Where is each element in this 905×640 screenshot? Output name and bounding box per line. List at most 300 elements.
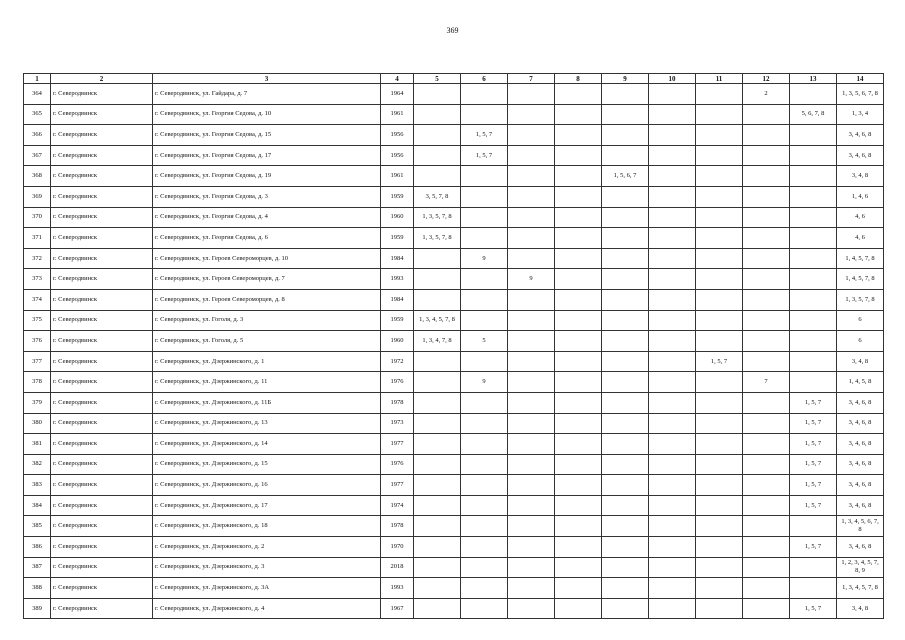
col8-cell — [555, 228, 602, 249]
col7-cell — [508, 351, 555, 372]
year-cell: 1976 — [381, 454, 414, 475]
col8-cell — [555, 84, 602, 105]
col5-cell — [414, 269, 461, 290]
col6-cell — [461, 166, 508, 187]
year-cell: 1976 — [381, 372, 414, 393]
col12-cell: 7 — [743, 372, 790, 393]
col12-cell — [743, 537, 790, 558]
col7-cell — [508, 84, 555, 105]
col11-cell — [696, 331, 743, 352]
table-row — [24, 434, 884, 455]
col8-cell — [555, 557, 602, 578]
locality-cell: г. Северодвинск — [51, 248, 153, 269]
col9-cell — [602, 475, 649, 496]
col12-cell — [743, 207, 790, 228]
table-row — [24, 269, 884, 290]
address-cell: г. Северодвинск, ул. Дзержинского, д. 16 — [153, 475, 381, 496]
col9-cell — [602, 598, 649, 619]
address-cell: г. Северодвинск, ул. Георгия Седова, д. 15 — [153, 125, 381, 146]
col9-cell — [602, 372, 649, 393]
col13-cell: 1, 5, 7 — [790, 413, 837, 434]
col10-cell — [649, 434, 696, 455]
col9-cell — [602, 207, 649, 228]
col10-cell — [649, 413, 696, 434]
col6-cell — [461, 310, 508, 331]
col14-cell: 3, 4, 6, 8 — [837, 495, 884, 516]
col10-cell — [649, 598, 696, 619]
col6-cell — [461, 269, 508, 290]
col13-cell: 1, 5, 7 — [790, 454, 837, 475]
col5-cell: 1, 3, 5, 7, 8 — [414, 207, 461, 228]
col14-cell: 3, 4, 6, 8 — [837, 475, 884, 496]
header-row — [24, 74, 884, 84]
year-cell: 1964 — [381, 84, 414, 105]
col11-cell — [696, 84, 743, 105]
table-row — [24, 207, 884, 228]
col7-cell: 9 — [508, 269, 555, 290]
row-number-cell: 379 — [24, 392, 51, 413]
col6-cell — [461, 434, 508, 455]
col10-cell — [649, 454, 696, 475]
col8-cell — [555, 372, 602, 393]
col13-cell — [790, 145, 837, 166]
col10-cell — [649, 248, 696, 269]
locality-cell: г. Северодвинск — [51, 557, 153, 578]
col6-cell: 9 — [461, 248, 508, 269]
locality-cell: г. Северодвинск — [51, 84, 153, 105]
col5-cell — [414, 145, 461, 166]
col5-cell: 3, 5, 7, 8 — [414, 186, 461, 207]
col7-cell — [508, 516, 555, 537]
col12-cell — [743, 269, 790, 290]
col11-cell — [696, 454, 743, 475]
col5-cell — [414, 372, 461, 393]
col5-cell: 1, 3, 4, 5, 7, 8 — [414, 310, 461, 331]
table-row — [24, 372, 884, 393]
col14-cell: 1, 4, 5, 8 — [837, 372, 884, 393]
column-header-14: 14 — [837, 74, 884, 84]
locality-cell: г. Северодвинск — [51, 269, 153, 290]
col13-cell — [790, 310, 837, 331]
col7-cell — [508, 207, 555, 228]
col12-cell — [743, 310, 790, 331]
row-number-cell: 389 — [24, 598, 51, 619]
col13-cell — [790, 166, 837, 187]
col11-cell — [696, 413, 743, 434]
locality-cell: г. Северодвинск — [51, 454, 153, 475]
col10-cell — [649, 166, 696, 187]
col7-cell — [508, 228, 555, 249]
col9-cell — [602, 228, 649, 249]
address-cell: г. Северодвинск, ул. Георгия Седова, д. 6 — [153, 228, 381, 249]
address-cell: г. Северодвинск, ул. Дзержинского, д. 14 — [153, 434, 381, 455]
col7-cell — [508, 289, 555, 310]
locality-cell: г. Северодвинск — [51, 392, 153, 413]
col5-cell — [414, 557, 461, 578]
col11-cell — [696, 475, 743, 496]
table-row — [24, 125, 884, 146]
table-row — [24, 351, 884, 372]
col11-cell — [696, 125, 743, 146]
year-cell: 1977 — [381, 475, 414, 496]
col10-cell — [649, 351, 696, 372]
col6-cell — [461, 537, 508, 558]
col11-cell — [696, 104, 743, 125]
col7-cell — [508, 186, 555, 207]
col13-cell: 1, 5, 7 — [790, 495, 837, 516]
col7-cell — [508, 557, 555, 578]
col9-cell — [602, 104, 649, 125]
table-row — [24, 475, 884, 496]
col8-cell — [555, 351, 602, 372]
locality-cell: г. Северодвинск — [51, 331, 153, 352]
col7-cell — [508, 310, 555, 331]
row-number-cell: 388 — [24, 578, 51, 599]
address-cell: г. Северодвинск, ул. Дзержинского, д. 15 — [153, 454, 381, 475]
col8-cell — [555, 248, 602, 269]
year-cell: 1973 — [381, 413, 414, 434]
locality-cell: г. Северодвинск — [51, 537, 153, 558]
col9-cell — [602, 269, 649, 290]
col14-cell: 1, 2, 3, 4, 5, 7, 8, 9 — [837, 557, 884, 578]
year-cell: 1977 — [381, 434, 414, 455]
table-row — [24, 537, 884, 558]
col5-cell — [414, 475, 461, 496]
col13-cell — [790, 228, 837, 249]
col11-cell — [696, 372, 743, 393]
year-cell: 1961 — [381, 104, 414, 125]
col9-cell — [602, 495, 649, 516]
col14-cell: 3, 4, 6, 8 — [837, 413, 884, 434]
col9-cell — [602, 310, 649, 331]
col10-cell — [649, 289, 696, 310]
col14-cell: 1, 3, 4, 5, 6, 7, 8 — [837, 516, 884, 537]
col5-cell — [414, 578, 461, 599]
col14-cell: 1, 3, 4 — [837, 104, 884, 125]
col6-cell — [461, 516, 508, 537]
col14-cell: 3, 4, 6, 8 — [837, 125, 884, 146]
col9-cell — [602, 537, 649, 558]
address-cell: г. Северодвинск, ул. Дзержинского, д. 11 — [153, 372, 381, 393]
col12-cell — [743, 331, 790, 352]
col10-cell — [649, 495, 696, 516]
col8-cell — [555, 495, 602, 516]
row-number-cell: 385 — [24, 516, 51, 537]
col10-cell — [649, 331, 696, 352]
row-number-cell: 377 — [24, 351, 51, 372]
locality-cell: г. Северодвинск — [51, 475, 153, 496]
col8-cell — [555, 537, 602, 558]
table-row — [24, 331, 884, 352]
col9-cell: 1, 5, 6, 7 — [602, 166, 649, 187]
address-cell: г. Северодвинск, ул. Георгия Седова, д. 3 — [153, 186, 381, 207]
col12-cell — [743, 495, 790, 516]
col8-cell — [555, 475, 602, 496]
col8-cell — [555, 454, 602, 475]
col10-cell — [649, 557, 696, 578]
address-cell: г. Северодвинск, ул. Георгия Седова, д. 10 — [153, 104, 381, 125]
address-cell: г. Северодвинск, ул. Гоголя, д. 3 — [153, 310, 381, 331]
col8-cell — [555, 186, 602, 207]
locality-cell: г. Северодвинск — [51, 598, 153, 619]
year-cell: 2018 — [381, 557, 414, 578]
address-cell: г. Северодвинск, ул. Дзержинского, д. 2 — [153, 537, 381, 558]
col10-cell — [649, 578, 696, 599]
col12-cell — [743, 598, 790, 619]
year-cell: 1960 — [381, 207, 414, 228]
table-row — [24, 495, 884, 516]
table-row — [24, 516, 884, 537]
col14-cell: 3, 4, 6, 8 — [837, 434, 884, 455]
col8-cell — [555, 516, 602, 537]
col13-cell — [790, 248, 837, 269]
table-row — [24, 557, 884, 578]
col8-cell — [555, 269, 602, 290]
col12-cell — [743, 434, 790, 455]
table-row — [24, 310, 884, 331]
column-header-4: 4 — [381, 74, 414, 84]
address-cell: г. Северодвинск, ул. Георгия Седова, д. 4 — [153, 207, 381, 228]
locality-cell: г. Северодвинск — [51, 495, 153, 516]
col13-cell — [790, 351, 837, 372]
column-header-6: 6 — [461, 74, 508, 84]
col9-cell — [602, 557, 649, 578]
locality-cell: г. Северодвинск — [51, 186, 153, 207]
table-row — [24, 454, 884, 475]
col9-cell — [602, 578, 649, 599]
col7-cell — [508, 392, 555, 413]
col7-cell — [508, 413, 555, 434]
col5-cell — [414, 84, 461, 105]
table-row — [24, 84, 884, 105]
row-number-cell: 382 — [24, 454, 51, 475]
row-number-cell: 365 — [24, 104, 51, 125]
address-cell: г. Северодвинск, ул. Дзержинского, д. 18 — [153, 516, 381, 537]
year-cell: 1993 — [381, 578, 414, 599]
col14-cell: 1, 3, 5, 7, 8 — [837, 289, 884, 310]
column-header-3: 3 — [153, 74, 381, 84]
col8-cell — [555, 578, 602, 599]
row-number-cell: 384 — [24, 495, 51, 516]
col9-cell — [602, 392, 649, 413]
locality-cell: г. Северодвинск — [51, 434, 153, 455]
locality-cell: г. Северодвинск — [51, 372, 153, 393]
col13-cell — [790, 207, 837, 228]
col10-cell — [649, 310, 696, 331]
col9-cell — [602, 516, 649, 537]
col5-cell — [414, 516, 461, 537]
col5-cell — [414, 166, 461, 187]
col9-cell — [602, 454, 649, 475]
col5-cell — [414, 598, 461, 619]
col10-cell — [649, 516, 696, 537]
year-cell: 1978 — [381, 392, 414, 413]
col12-cell — [743, 104, 790, 125]
locality-cell: г. Северодвинск — [51, 289, 153, 310]
locality-cell: г. Северодвинск — [51, 413, 153, 434]
table-row — [24, 392, 884, 413]
col6-cell — [461, 207, 508, 228]
col13-cell — [790, 578, 837, 599]
col8-cell — [555, 207, 602, 228]
col14-cell: 3, 4, 6, 8 — [837, 537, 884, 558]
col6-cell — [461, 454, 508, 475]
col13-cell — [790, 331, 837, 352]
col11-cell — [696, 166, 743, 187]
table-row — [24, 578, 884, 599]
col10-cell — [649, 269, 696, 290]
col14-cell: 6 — [837, 310, 884, 331]
col11-cell — [696, 537, 743, 558]
row-number-cell: 368 — [24, 166, 51, 187]
col6-cell — [461, 351, 508, 372]
col13-cell: 1, 5, 7 — [790, 434, 837, 455]
col11-cell — [696, 145, 743, 166]
housing-register-table — [23, 73, 884, 619]
col5-cell — [414, 248, 461, 269]
col5-cell — [414, 289, 461, 310]
row-number-cell: 383 — [24, 475, 51, 496]
col12-cell — [743, 248, 790, 269]
col13-cell: 1, 5, 7 — [790, 392, 837, 413]
col10-cell — [649, 537, 696, 558]
col6-cell — [461, 392, 508, 413]
address-cell: г. Северодвинск, ул. Георгия Седова, д. 19 — [153, 166, 381, 187]
col8-cell — [555, 413, 602, 434]
col7-cell — [508, 104, 555, 125]
row-number-cell: 364 — [24, 84, 51, 105]
col10-cell — [649, 228, 696, 249]
col8-cell — [555, 331, 602, 352]
locality-cell: г. Северодвинск — [51, 125, 153, 146]
row-number-cell: 381 — [24, 434, 51, 455]
col11-cell — [696, 289, 743, 310]
locality-cell: г. Северодвинск — [51, 104, 153, 125]
col12-cell: 2 — [743, 84, 790, 105]
col8-cell — [555, 104, 602, 125]
col13-cell: 1, 5, 7 — [790, 598, 837, 619]
col12-cell — [743, 166, 790, 187]
col6-cell: 1, 5, 7 — [461, 125, 508, 146]
row-number-cell: 371 — [24, 228, 51, 249]
col8-cell — [555, 598, 602, 619]
col12-cell — [743, 145, 790, 166]
col9-cell — [602, 289, 649, 310]
col11-cell — [696, 248, 743, 269]
col7-cell — [508, 125, 555, 146]
locality-cell: г. Северодвинск — [51, 310, 153, 331]
row-number-cell: 373 — [24, 269, 51, 290]
table-row — [24, 413, 884, 434]
col14-cell: 1, 3, 5, 6, 7, 8 — [837, 84, 884, 105]
year-cell: 1974 — [381, 495, 414, 516]
year-cell: 1960 — [381, 331, 414, 352]
column-header-10: 10 — [649, 74, 696, 84]
locality-cell: г. Северодвинск — [51, 228, 153, 249]
col5-cell — [414, 495, 461, 516]
table-row — [24, 289, 884, 310]
col5-cell — [414, 351, 461, 372]
col12-cell — [743, 454, 790, 475]
row-number-cell: 375 — [24, 310, 51, 331]
year-cell: 1993 — [381, 269, 414, 290]
col12-cell — [743, 475, 790, 496]
col7-cell — [508, 372, 555, 393]
col5-cell — [414, 413, 461, 434]
col13-cell: 1, 5, 7 — [790, 537, 837, 558]
year-cell: 1959 — [381, 310, 414, 331]
col9-cell — [602, 145, 649, 166]
year-cell: 1959 — [381, 228, 414, 249]
address-cell: г. Северодвинск, ул. Дзержинского, д. 3А — [153, 578, 381, 599]
col14-cell: 3, 4, 6, 8 — [837, 454, 884, 475]
col6-cell — [461, 598, 508, 619]
col11-cell — [696, 516, 743, 537]
col10-cell — [649, 125, 696, 146]
col8-cell — [555, 392, 602, 413]
table-body — [24, 84, 884, 619]
col7-cell — [508, 145, 555, 166]
year-cell: 1956 — [381, 125, 414, 146]
column-header-7: 7 — [508, 74, 555, 84]
year-cell: 1967 — [381, 598, 414, 619]
col11-cell — [696, 207, 743, 228]
year-cell: 1959 — [381, 186, 414, 207]
year-cell: 1984 — [381, 248, 414, 269]
year-cell: 1961 — [381, 166, 414, 187]
col11-cell — [696, 228, 743, 249]
col10-cell — [649, 207, 696, 228]
address-cell: г. Северодвинск, ул. Гоголя, д. 5 — [153, 331, 381, 352]
col6-cell — [461, 578, 508, 599]
col6-cell — [461, 495, 508, 516]
col6-cell — [461, 413, 508, 434]
col5-cell — [414, 104, 461, 125]
locality-cell: г. Северодвинск — [51, 166, 153, 187]
col14-cell: 6 — [837, 331, 884, 352]
col14-cell: 4, 6 — [837, 228, 884, 249]
row-number-cell: 378 — [24, 372, 51, 393]
col6-cell — [461, 289, 508, 310]
row-number-cell: 386 — [24, 537, 51, 558]
col5-cell — [414, 125, 461, 146]
col13-cell — [790, 289, 837, 310]
col12-cell — [743, 578, 790, 599]
col8-cell — [555, 434, 602, 455]
address-cell: г. Северодвинск, ул. Дзержинского, д. 11Б — [153, 392, 381, 413]
col9-cell — [602, 434, 649, 455]
table-row — [24, 145, 884, 166]
col13-cell: 1, 5, 7 — [790, 475, 837, 496]
col11-cell — [696, 310, 743, 331]
col8-cell — [555, 310, 602, 331]
col12-cell — [743, 557, 790, 578]
col6-cell — [461, 186, 508, 207]
address-cell: г. Северодвинск, ул. Героев Североморцев, д. 8 — [153, 289, 381, 310]
col7-cell — [508, 166, 555, 187]
col12-cell — [743, 413, 790, 434]
col13-cell — [790, 84, 837, 105]
row-number-cell: 380 — [24, 413, 51, 434]
col6-cell: 5 — [461, 331, 508, 352]
table-row — [24, 186, 884, 207]
col13-cell — [790, 372, 837, 393]
table-row — [24, 598, 884, 619]
column-header-11: 11 — [696, 74, 743, 84]
col12-cell — [743, 351, 790, 372]
col9-cell — [602, 84, 649, 105]
col12-cell — [743, 516, 790, 537]
